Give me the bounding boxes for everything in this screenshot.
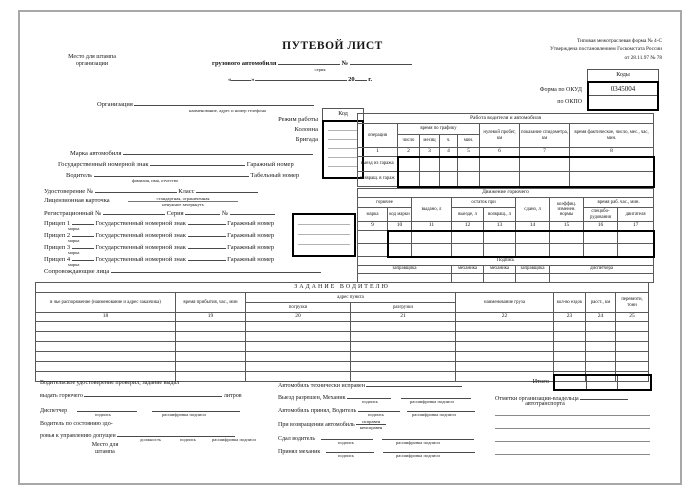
trailer2-brand-blank <box>72 230 94 237</box>
handed-sign-blank <box>321 433 373 440</box>
trailer1-plate-blank <box>188 218 226 225</box>
reg-no-label: Регистрационный № <box>44 210 102 217</box>
handed-name-blank <box>382 433 474 440</box>
bottom-stamp-line1: Место для <box>91 442 119 448</box>
codes-box <box>587 81 659 111</box>
fuel-table <box>357 188 655 283</box>
work-row-depart <box>358 157 654 172</box>
quote-close: » <box>251 76 255 83</box>
sign-mechanic2: механика <box>484 265 516 273</box>
work-table-title-row <box>358 114 654 124</box>
quote-open: « <box>228 76 232 83</box>
col-fuel-brand: марка <box>358 208 388 222</box>
trailer-garage-box <box>292 213 356 257</box>
col-group-rest: остаток при <box>452 198 516 208</box>
depart-name-hint: расшифровка подписи <box>410 399 454 404</box>
col-loading: погрузки <box>246 303 351 313</box>
sign-mechanic1: механика <box>452 265 484 273</box>
bottom-stamp-line2: штампа <box>95 448 115 455</box>
stamp-line1: Место для штампа <box>68 54 116 60</box>
sign-fueler2: заправщика <box>516 265 550 273</box>
work-table-title: Работа водителя и автомобиля <box>358 114 654 124</box>
brigade-label: Бригада <box>295 136 318 143</box>
car-brand-label: Марка автомобиля <box>70 150 122 157</box>
trailer1-brand-hint: марка <box>68 226 80 231</box>
total-box <box>553 374 652 391</box>
mech-accepted-sign-blank <box>326 446 374 453</box>
col-customer: в чье распоряжение (наименование и адрес заказчика) <box>36 293 176 313</box>
col-brand-code: код марки <box>388 208 412 222</box>
no-blank <box>230 208 275 215</box>
car-brand-line <box>70 148 313 157</box>
trailer4-plate-label: Государственный номерной знак <box>95 256 186 263</box>
trailer3-plate-label: Государственный номерной знак <box>95 244 186 251</box>
trailer1-plate-label: Государственный номерной знак <box>95 220 186 227</box>
reg-line <box>44 208 275 217</box>
owner-notes-blank <box>580 393 628 400</box>
tech-ok-label: Автомобиль технически исправен <box>278 383 365 389</box>
form-note-line2: Утверждена постановлением Госкомстата России <box>550 46 662 53</box>
task-table <box>35 282 649 382</box>
bottom-stamp-area <box>72 442 138 456</box>
position-hint: должность <box>140 437 162 442</box>
license-card-hint1: стандартная, ограниченная <box>128 196 238 202</box>
reg-no-blank <box>103 208 165 215</box>
tech-ok-blank <box>366 380 462 387</box>
task-table-title: ЗАДАНИЕ ВОДИТЕЛЮ <box>36 283 649 293</box>
garage-no-label: Гаражный номер <box>246 161 294 168</box>
task-empty-row <box>36 352 649 362</box>
work-table-number-row: 1 2 3 4 5 6 7 8 <box>358 148 654 157</box>
cert-blank <box>95 186 177 193</box>
page-title: ПУТЕВОЙ ЛИСТ <box>282 40 383 52</box>
fuel-data-row <box>358 231 654 244</box>
accepted-name-hint: расшифровка подписи <box>412 412 456 417</box>
col-day: число <box>398 135 420 148</box>
license-checked-line: Водительское удостоверение проверил, задание выдал <box>40 380 180 386</box>
okpo-label: по ОКПО <box>557 99 582 105</box>
col-cargo: наименование груза <box>456 293 554 313</box>
col-returned: сдано, л <box>516 198 550 222</box>
trailer3-plate-blank <box>188 242 226 249</box>
on-return-not-ok-hint: неисправен <box>359 425 383 431</box>
fuel-issue-blank <box>84 390 222 397</box>
notes-line <box>495 454 650 455</box>
form-note-line3: от 28.11.97 № 78 <box>624 54 662 61</box>
row-depart-label: выезд из гаража <box>358 157 398 172</box>
work-row-return <box>358 172 654 187</box>
series-blank2 <box>185 208 220 215</box>
series-label: Серия <box>166 210 184 217</box>
car-accepted-name-blank <box>407 405 475 412</box>
col-unloading: разгрузки <box>351 303 456 313</box>
month-blank <box>255 74 347 81</box>
col-issued: выдано, л <box>412 198 452 222</box>
okpo-value-cell <box>589 96 657 108</box>
trailer3-label: Прицеп 3 <box>44 244 71 251</box>
stamp-line2: организации <box>75 60 109 67</box>
handed-sign-hint: подпись <box>338 440 355 445</box>
col-trips: кол-во ездок <box>554 293 586 313</box>
work-mode-label: Режим работы <box>278 116 318 123</box>
year-blank <box>355 74 367 81</box>
number-sign: № <box>341 60 349 67</box>
trailer4-brand-hint: марка <box>68 262 80 267</box>
license-card-hint2: ненужное зачеркнуть <box>162 202 204 208</box>
work-table <box>357 113 655 188</box>
class-label: Класс <box>178 188 195 195</box>
col-distance: расст., км <box>586 293 616 313</box>
task-table-title-row <box>36 283 649 293</box>
org-label: Организация <box>97 101 133 108</box>
depart-ok-sign-blank <box>347 392 391 399</box>
col-operation: операция <box>358 124 398 148</box>
trailer1-label: Прицеп 1 <box>44 220 71 227</box>
notes-line <box>495 415 650 416</box>
fuel-table-title-row <box>358 189 654 198</box>
dispatcher-sign-blank <box>77 405 137 412</box>
dispatcher-name-blank <box>152 405 240 412</box>
cert-label: Удостоверение № <box>44 188 94 195</box>
depart-ok-name-blank <box>401 392 471 399</box>
plate-line <box>58 159 294 168</box>
sign-dispatcher: диспетчера <box>550 265 654 273</box>
task-table-number-row: 18 19 20 21 22 23 24 25 <box>36 313 649 322</box>
liters-label: литров <box>223 393 242 399</box>
stamp-area <box>42 54 142 68</box>
row-return-label: возвращ. в гараж <box>358 172 398 187</box>
fuel-table-title: Движение горючего <box>358 189 654 198</box>
form-note-line1: Типовая межотраслевая форма № 4-С <box>576 38 662 44</box>
handed-label: Сдал водитель <box>278 436 316 442</box>
notes-line <box>495 428 650 429</box>
work-table-header-row <box>358 124 654 135</box>
depart-ok-label: Выезд разрешен, Механик <box>278 395 346 401</box>
task-empty-row <box>36 332 649 342</box>
class-blank <box>196 186 258 193</box>
handed-line <box>278 433 474 443</box>
owner-notes-label1: Отметки организации-владельца <box>495 396 579 402</box>
fuel-table-subheader-row <box>358 208 654 222</box>
mech-name-hint: расшифровка подписи <box>396 453 440 458</box>
col-group-schedule: время по графику <box>398 124 480 135</box>
car-brand-blank <box>123 148 313 155</box>
task-empty-row <box>36 342 649 352</box>
notes-line <box>495 441 650 442</box>
escort-label: Сопровождающие лица <box>44 268 110 275</box>
on-return-state <box>356 419 386 430</box>
trailer1-garage-label: Гаражный номер <box>227 220 275 227</box>
accepted-sign-hint: подпись <box>368 412 385 417</box>
owner-notes-label2: автотранспорта <box>525 401 565 407</box>
license-card-hint <box>128 196 238 208</box>
okud-label: Форма по ОКУД <box>539 87 582 93</box>
fuel-signature-empty-row <box>358 273 654 282</box>
trailer2-label: Прицеп 2 <box>44 232 71 239</box>
total-label: Итого <box>532 378 549 385</box>
task-empty-row <box>36 322 649 332</box>
mech-accepted-line <box>278 446 475 456</box>
col-group-work-time: время раб. час., мин. <box>584 198 654 208</box>
year-suffix: г. <box>368 76 373 83</box>
series-hint: серия <box>314 67 326 72</box>
trailer4-plate-blank <box>188 254 226 261</box>
plate-label: Государственный номерной знак <box>58 161 149 168</box>
fuel-table-header-row <box>358 198 654 208</box>
mech-accepted-name-blank <box>383 446 475 453</box>
car-accepted-sign-blank <box>358 405 400 412</box>
signature-title: Подпись <box>358 257 654 266</box>
org-blank <box>134 99 314 106</box>
mech-sign-hint: подпись <box>338 453 355 458</box>
col-coefficient: коэффиц. изменен. нормы <box>550 198 584 222</box>
date-line <box>228 74 372 83</box>
col-actual-time: время фактическое, число, мес., час, мин. <box>570 124 654 148</box>
dispatcher-line <box>40 405 240 415</box>
series-blank <box>278 58 340 65</box>
trailer2-garage-label: Гаражный номер <box>227 232 275 239</box>
health-sign-hint: подпись <box>180 437 197 442</box>
col-zero-run: нулевой пробег, км <box>480 124 520 148</box>
trailer4-brand-blank <box>72 254 94 261</box>
fuel-data-row <box>358 244 654 257</box>
col-rest-return: возвращ., л <box>484 208 516 222</box>
trailer3-brand-hint: марка <box>68 250 80 255</box>
trailer1-brand-blank <box>72 218 94 225</box>
mech-accepted-label: Принял механик <box>278 449 321 455</box>
fuel-signature-title-row <box>358 257 654 266</box>
dispatcher-label: Диспетчер <box>40 408 68 414</box>
col-minute: мин. <box>458 135 480 148</box>
fuel-table-number-row: 9 10 11 12 13 14 15 16 17 <box>358 222 654 231</box>
col-special-equipment: спецобо-рудования <box>584 208 618 222</box>
sign-fueler: заправщика <box>358 265 452 273</box>
on-return-label: При возвращении автомобиль <box>278 421 355 428</box>
code-box-title: Код <box>322 108 364 121</box>
trailer3-garage-label: Гаражный номер <box>227 244 275 251</box>
fuel-issue-label: выдать горючего <box>40 393 83 399</box>
driver-hint: фамилия, имя, отчество <box>131 178 179 183</box>
license-card-label: Лицензионная карточка <box>44 197 110 204</box>
col-group-fuel: горючее <box>358 198 412 208</box>
handed-name-hint: расшифровка подписи <box>396 440 440 445</box>
no-label: № <box>221 210 229 217</box>
health-line2 <box>40 430 235 440</box>
dispatcher-sign-hint: подпись <box>95 412 112 417</box>
trailer4-garage-label: Гаражный номер <box>227 256 275 263</box>
task-empty-row <box>36 362 649 372</box>
year-prefix: 20 <box>348 76 355 83</box>
col-engine: двигателя <box>618 208 654 222</box>
health-name-hint: расшифровка подписи <box>212 437 256 442</box>
trailer2-plate-blank <box>188 230 226 237</box>
dispatcher-name-hint: расшифровка подписи <box>162 412 206 417</box>
car-accepted-label: Автомобиль принял, Водитель <box>278 408 357 414</box>
trailer3-brand-blank <box>72 242 94 249</box>
driver-blank <box>94 170 249 177</box>
day-blank <box>231 74 251 81</box>
health-blank <box>117 430 235 437</box>
col-rest-depart: выезде, л <box>452 208 484 222</box>
tech-ok-line <box>278 380 462 390</box>
on-return-line <box>278 419 386 430</box>
codes-title-cell: Коды <box>587 69 659 82</box>
okud-value: 0345004 <box>589 83 657 96</box>
col-arrival: время прибытия, час., мин <box>176 293 246 313</box>
number-blank <box>350 58 412 65</box>
task-table-header-row <box>36 293 649 303</box>
health-line2-label: ровья к управлению допущен <box>40 433 116 439</box>
column-label: Колонна <box>294 126 318 133</box>
org-hint: наименование, адрес и номер телефона <box>189 108 266 113</box>
trailer2-brand-hint: марка <box>68 238 80 243</box>
depart-sign-hint: подпись <box>362 399 379 404</box>
tab-no-label: Табельный номер <box>250 172 300 179</box>
col-group-address: адрес пункта <box>246 293 456 303</box>
col-hour: ч. <box>440 135 458 148</box>
health-line1: Водитель по состоянию здо- <box>40 421 113 427</box>
fuel-issue-line <box>40 390 242 400</box>
on-return-ok-hint: исправен <box>356 419 386 425</box>
driver-label: Водитель <box>66 172 93 179</box>
trailer2-plate-label: Государственный номерной знак <box>95 232 186 239</box>
col-month: месяц <box>420 135 440 148</box>
escort-line <box>44 266 321 275</box>
col-tons: перевезти, тонн <box>616 293 649 313</box>
subtitle-label: грузового автомобиля <box>212 60 277 67</box>
fuel-signature-labels-row <box>358 265 654 273</box>
form-note <box>420 37 662 62</box>
escort-blank <box>111 266 321 273</box>
cert-line <box>44 186 258 195</box>
plate-blank <box>150 159 245 166</box>
trailer4-label: Прицеп 4 <box>44 256 71 263</box>
col-speedometer: показание спидометра, км <box>520 124 570 148</box>
